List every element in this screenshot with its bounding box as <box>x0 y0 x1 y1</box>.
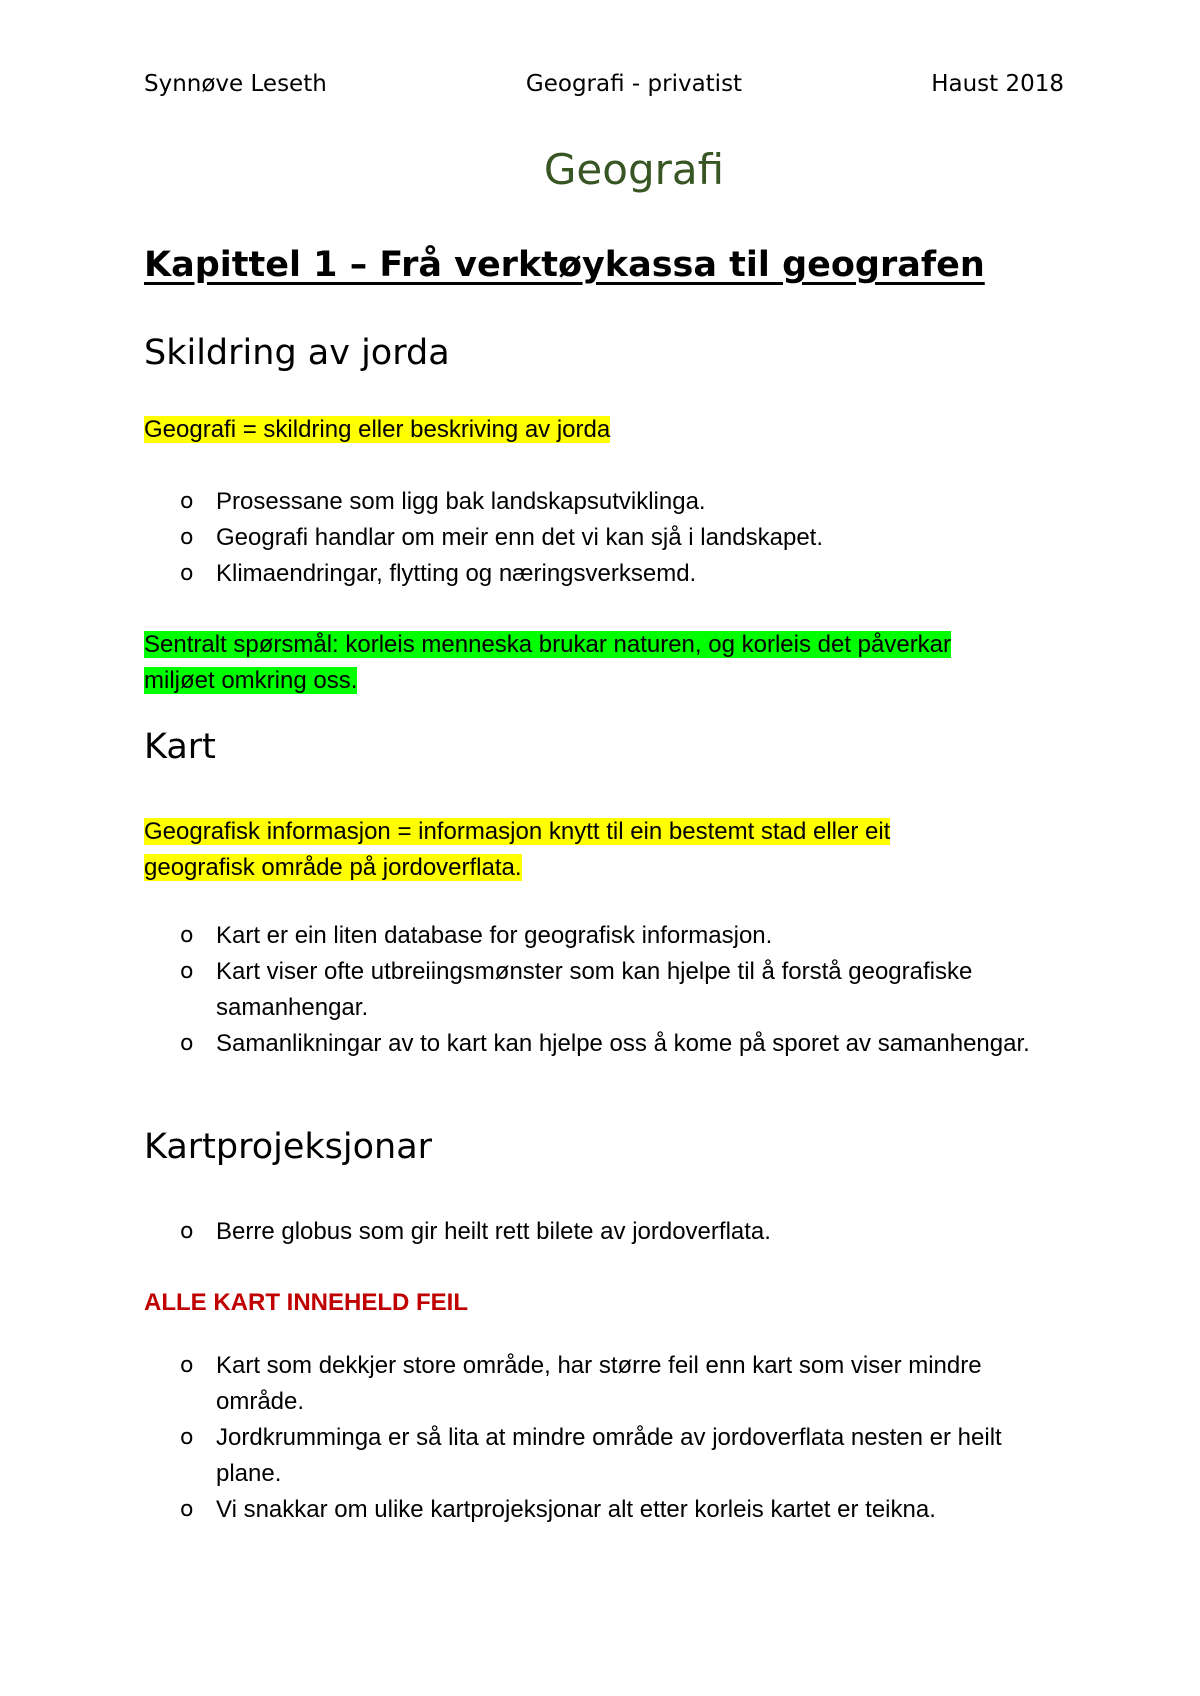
central-question <box>144 627 1044 699</box>
list-item-text: Klimaendringar, flytting og næringsverksemd. <box>216 560 697 587</box>
list-item-text: Jordkrumminga er så lita at mindre område av jordoverflata nesten er heilt plane. <box>216 1424 1002 1487</box>
document-title: Geografi <box>543 145 725 194</box>
definition-geografi-text: Geografi = skildring eller beskriving av jorda <box>144 416 611 443</box>
bullet-icon: o <box>180 1353 194 1378</box>
definition-line1: Geografisk informasjon = informasjon knytt til ein bestemt stad eller eit <box>144 818 891 845</box>
list-item <box>180 954 1060 1026</box>
list-item <box>180 1214 1060 1250</box>
list-item <box>180 1492 1060 1528</box>
list-item-text: Kart som dekkjer store område, har større feil enn kart som viser mindre område. <box>216 1352 982 1415</box>
list-item <box>180 918 1060 954</box>
central-question-line1: Sentralt spørsmål: korleis menneska brukar naturen, og korleis det påverkar <box>144 631 952 658</box>
list-item <box>180 484 1060 520</box>
bullet-list-skildring <box>180 484 1060 592</box>
bullet-icon: o <box>180 1219 194 1244</box>
bullet-icon: o <box>180 1497 194 1522</box>
list-item-text: Berre globus som gir heilt rett bilete av jordoverflata. <box>216 1218 771 1245</box>
bullet-icon: o <box>180 489 194 514</box>
bullet-icon: o <box>180 561 194 586</box>
bullet-icon: o <box>180 525 194 550</box>
header-author: Synnøve Leseth <box>144 71 327 97</box>
section-heading-skildring: Skildring av jorda <box>144 333 450 373</box>
definition-geografi <box>144 412 1044 448</box>
list-item-text: Prosessane som ligg bak landskapsutviklinga. <box>216 488 706 515</box>
section-heading-kartprojeksjonar: Kartprojeksjonar <box>144 1127 433 1167</box>
bullet-icon: o <box>180 1425 194 1450</box>
bullet-icon: o <box>180 959 194 984</box>
bullet-icon: o <box>180 1031 194 1056</box>
definition-line2: geografisk område på jordoverflata. <box>144 854 522 881</box>
header-subject: Geografi - privatist <box>525 71 743 97</box>
list-item <box>180 520 1060 556</box>
list-item-text: Kart er ein liten database for geografisk informasjon. <box>216 922 773 949</box>
list-item-text: Vi snakkar om ulike kartprojeksjonar alt etter korleis kartet er teikna. <box>216 1496 936 1523</box>
list-item-text: Kart viser ofte utbreiingsmønster som kan hjelpe til å forstå geografiske samanhengar. <box>216 958 973 1021</box>
list-item-text: Samanlikningar av to kart kan hjelpe oss å kome på sporet av samanhengar. <box>216 1030 1030 1057</box>
definition-geografisk-informasjon <box>144 814 1044 886</box>
warning-text: ALLE KART INNEHELD FEIL <box>144 1289 468 1316</box>
bullet-list-kart <box>180 918 1060 1062</box>
central-question-line2: miljøet omkring oss. <box>144 667 358 694</box>
header-term: Haust 2018 <box>931 71 1064 97</box>
section-heading-kart: Kart <box>144 727 216 767</box>
bullet-list-kartprojeksjonar <box>180 1348 1060 1528</box>
list-item-text: Geografi handlar om meir enn det vi kan sjå i landskapet. <box>216 524 823 551</box>
list-item <box>180 1348 1060 1420</box>
list-item <box>180 1420 1060 1492</box>
bullet-icon: o <box>180 923 194 948</box>
list-item <box>180 556 1060 592</box>
list-item <box>180 1026 1060 1062</box>
chapter-heading: Kapittel 1 – Frå verktøykassa til geografen <box>144 245 985 285</box>
bullet-list-globus <box>180 1214 1060 1250</box>
